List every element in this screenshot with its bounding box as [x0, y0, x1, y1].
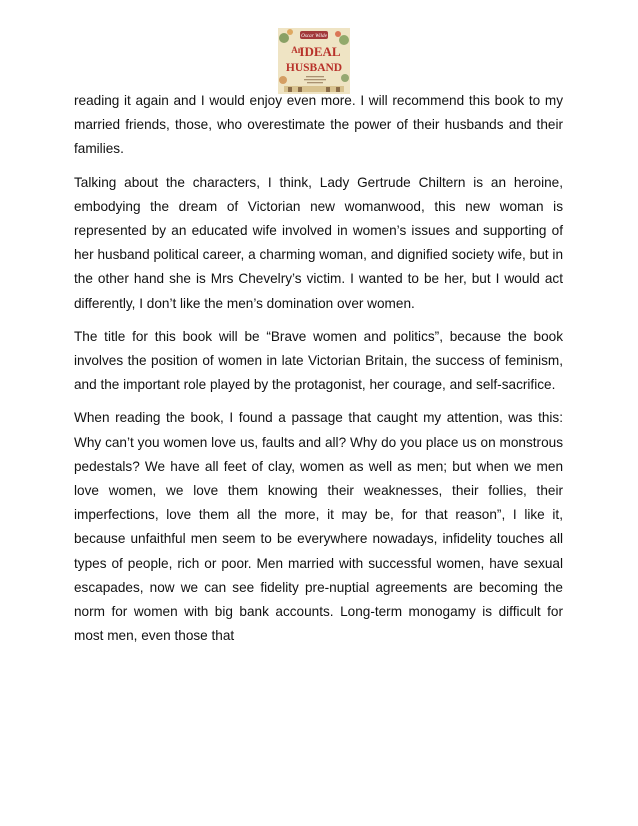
book-cover-image [278, 28, 350, 94]
cover-title-husband: HUSBAND [285, 62, 343, 74]
paragraph-3: The title for this book will be “Brave women and politics”, because the book involves the position of women in late Victorian Britain, the success of feminism, and the important role played by the protagonist, her courage, and self-sacrifice. [74, 328, 563, 393]
cover-title-an: An [291, 45, 303, 55]
body-text [74, 89, 563, 657]
paragraph-4: When reading the book, I found a passage that caught my attention, was this: Why can’t you women love us, faults and all? Why do you place us on monstrous pedestals? We have all feet of clay, women as well as men; but when we men love women, we love them knowing their weaknesses, their follies, their imperfections, love them all the more, it may be, for that reason”, I like it, because unfaithful men seem to be everywhere nowadays, infidelity touches all types of people, rich or poor. Men married with successful women, have sexual escapades, now we can see fidelity pre-nuptial agreements are becoming the norm for women with big bank accounts. Long-term monogamy is difficult for most men, even those that [74, 410, 563, 644]
paragraph-1: reading it again and I would enjoy even more. I will recommend this book to my married friends, those, who overestimate the power of their husbands and their families. [74, 93, 563, 157]
cover-author: Oscar Wilde [301, 33, 327, 40]
paragraph-2: Talking about the characters, I think, Lady Gertrude Chiltern is an heroine, embodying the dream of Victorian new womanwood, this new woman is represented by an educated wife involved in women’s issues and supporting of her husband political career, a charming woman, and dignified society wife, but in the other hand she is Mrs Chevelry’s victim. I wanted to be her, but I would act differently, I don’t like the men’s domination over women. [74, 174, 563, 311]
cover-title-ideal: IDEAL [299, 44, 341, 59]
